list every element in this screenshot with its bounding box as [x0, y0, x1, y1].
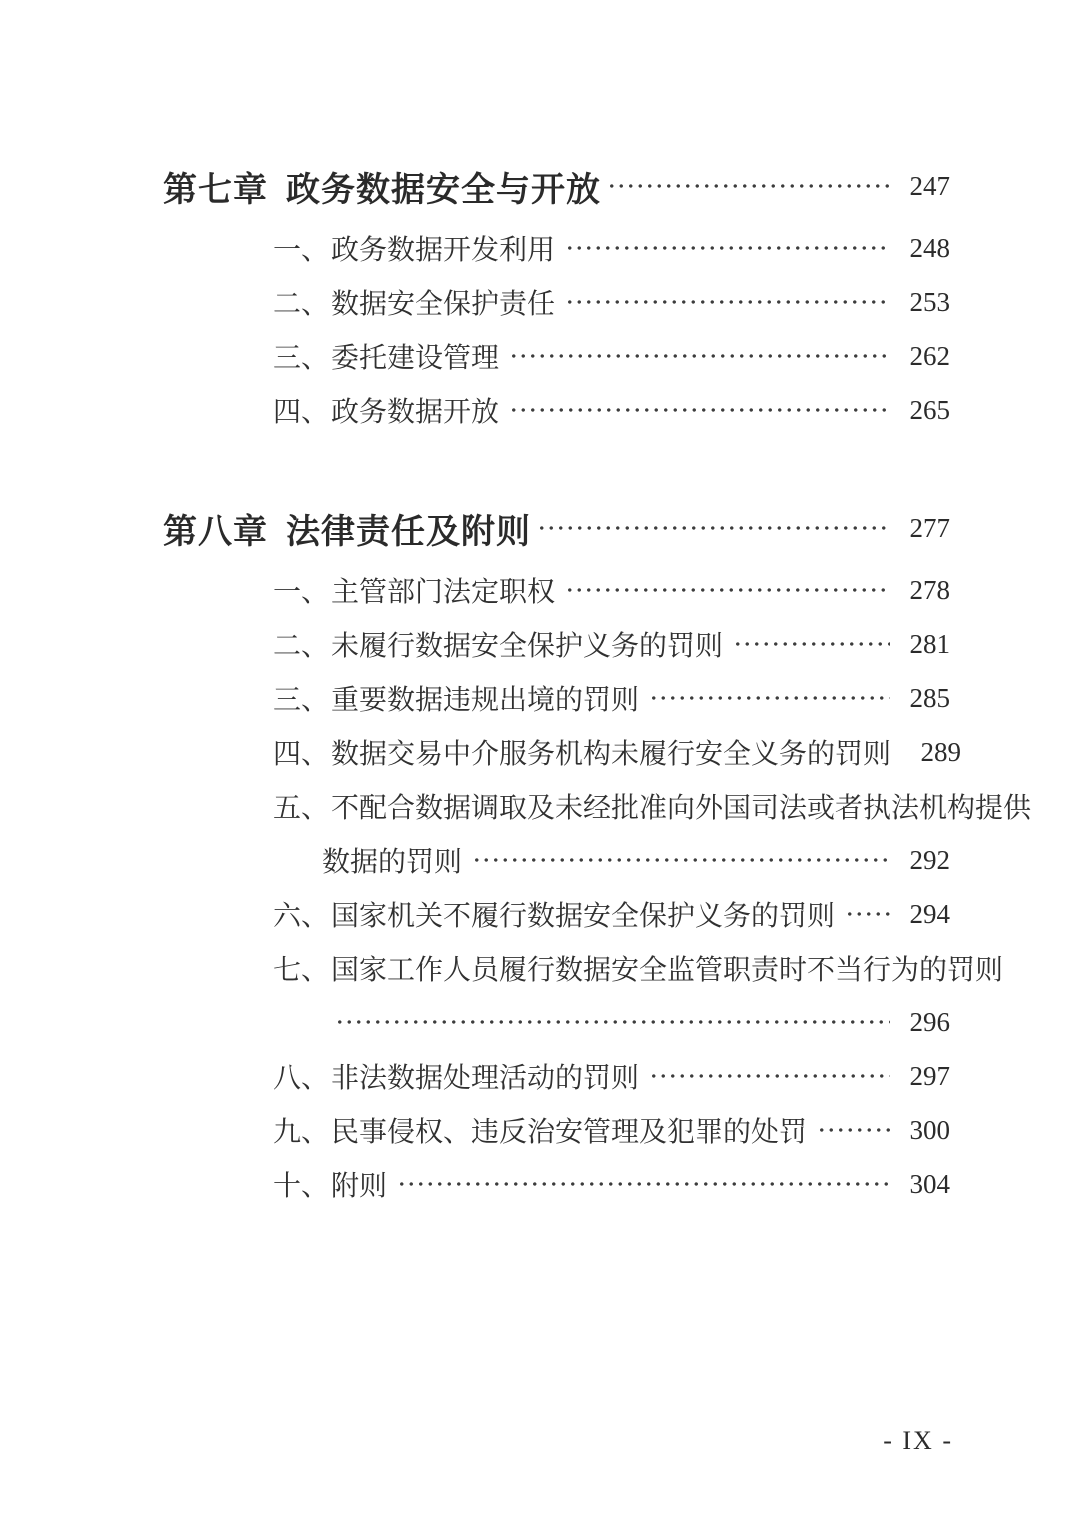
page-number: 292: [909, 844, 950, 875]
dot-leader: [509, 351, 890, 361]
toc-entry-line2: [163, 833, 950, 887]
entry-title: 不配合数据调取及未经批准向外国司法或者执法机构提供: [331, 792, 1032, 823]
page-number: 281: [909, 628, 950, 659]
page-number: 294: [909, 898, 950, 929]
entry-title: 数据安全保护责任: [331, 288, 556, 319]
dot-leader: [649, 693, 890, 703]
dot-leader: [565, 243, 890, 253]
toc-entry: [163, 671, 950, 725]
dot-leader: [649, 1071, 890, 1081]
entry-title: 附则: [331, 1170, 388, 1201]
chapter-block-7: [163, 159, 950, 437]
entry-title: 政务数据开发利用: [331, 234, 556, 265]
page-number: 289: [920, 736, 962, 767]
entry-number: 三、: [273, 342, 330, 373]
toc-entry-line2: [163, 995, 950, 1049]
page-number: 278: [909, 574, 950, 605]
dot-leader: [733, 639, 890, 649]
chapter-block-8: [163, 501, 1032, 1211]
dot-leader: [472, 855, 890, 865]
entry-number: 八、: [273, 1062, 330, 1093]
toc-entry: [163, 329, 950, 383]
dot-leader: [509, 405, 890, 415]
toc-entry: [163, 1049, 950, 1103]
entry-title-continued: 数据的罚则: [322, 846, 463, 877]
page-number: 296: [909, 1006, 950, 1037]
toc-entry: [163, 1157, 950, 1211]
page-number: 247: [909, 170, 950, 201]
dot-leader: [537, 523, 890, 533]
entry-number: 一、: [273, 576, 330, 607]
entry-number: 二、: [273, 288, 330, 319]
dot-leader: [607, 181, 890, 191]
toc-entry: [163, 617, 950, 671]
dot-leader: [565, 297, 890, 307]
page-number: 248: [909, 232, 950, 263]
dot-leader: [845, 909, 890, 919]
toc-entry: [163, 563, 950, 617]
chapter-title: 法律责任及附则: [286, 513, 531, 551]
entry-title: 主管部门法定职权: [331, 576, 556, 607]
entry-number: 三、: [273, 684, 330, 715]
table-of-contents: [163, 159, 1032, 1211]
page-number: 285: [909, 682, 950, 713]
page-number: 277: [909, 512, 950, 543]
entry-number: 七、: [273, 954, 330, 985]
toc-entry: [163, 221, 950, 275]
toc-entry: [163, 887, 950, 941]
page-number: 262: [909, 340, 950, 371]
chapter-label: 第八章: [163, 513, 268, 551]
chapter-label: 第七章: [163, 171, 268, 209]
page-number: 297: [909, 1060, 950, 1091]
dot-leader: [335, 1017, 890, 1027]
entry-number: 四、: [273, 738, 330, 769]
chapter-heading: [163, 159, 950, 213]
entry-title: 政务数据开放: [331, 396, 500, 427]
entry-number: 一、: [273, 234, 330, 265]
page-number: 253: [909, 286, 950, 317]
toc-entry-line1: [163, 941, 1004, 995]
page-number: 300: [909, 1114, 950, 1145]
dot-leader: [565, 585, 890, 595]
entry-number: 二、: [273, 630, 330, 661]
entry-title: 民事侵权、违反治安管理及犯罪的处罚: [331, 1116, 808, 1147]
toc-entry: [163, 725, 962, 779]
entry-title: 国家机关不履行数据安全保护义务的罚则: [331, 900, 836, 931]
entry-number: 九、: [273, 1116, 330, 1147]
entry-number: 五、: [273, 792, 330, 823]
chapter-heading: [163, 501, 950, 555]
dot-leader: [817, 1125, 890, 1135]
entry-number: 四、: [273, 396, 330, 427]
footer-page-number: - IX -: [883, 1426, 953, 1455]
entry-title: 重要数据违规出境的罚则: [331, 684, 640, 715]
entry-title: 国家工作人员履行数据安全监管职责时不当行为的罚则: [331, 954, 1004, 985]
toc-entry: [163, 275, 950, 329]
page-number: 304: [909, 1168, 950, 1199]
dot-leader: [397, 1179, 890, 1189]
entry-title: 未履行数据安全保护义务的罚则: [331, 630, 724, 661]
page-number: 265: [909, 394, 950, 425]
entry-title: 委托建设管理: [331, 342, 500, 373]
toc-entry: [163, 1103, 950, 1157]
entry-number: 六、: [273, 900, 330, 931]
entry-number: 十、: [273, 1170, 330, 1201]
entry-title: 数据交易中介服务机构未履行安全义务的罚则: [331, 738, 892, 769]
toc-entry-line1: [163, 779, 1032, 833]
chapter-title: 政务数据安全与开放: [286, 171, 601, 209]
entry-title: 非法数据处理活动的罚则: [331, 1062, 640, 1093]
toc-entry: [163, 383, 950, 437]
